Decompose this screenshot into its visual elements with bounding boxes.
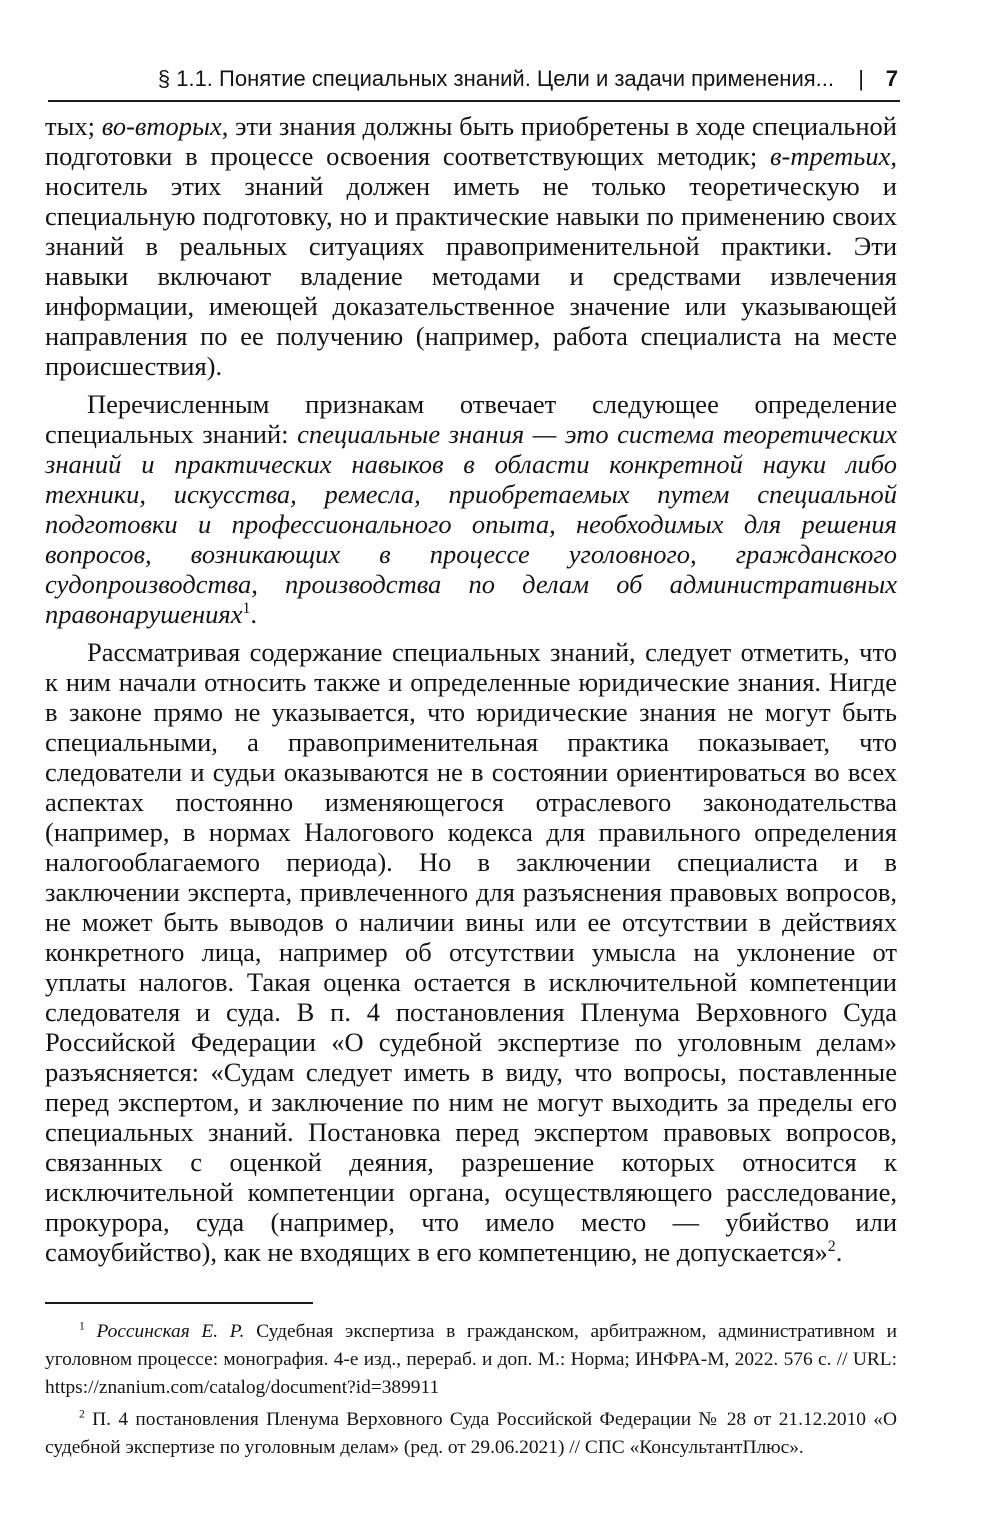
paragraph-1-emphasis-b: в-третьих [770, 141, 891, 171]
main-text [45, 111, 897, 1267]
paragraph-1-text-b: , эти знания должны быть приобретены в ходе специальной подготовки в процессе освоения соответствующих методик; [45, 111, 897, 171]
footnote-ref-1[interactable]: 1 [242, 600, 251, 618]
paragraph-2-text-b: . [250, 599, 258, 629]
footnote-1-text: Судебная экспертиза в гражданском, арбитражном, административном и уголовном процессе: монография. 4-е изд., перераб. и доп. М.: Норма; ИНФРА-М, 2022. 576 с. // URL: https://znanium.com/catalog/document?id=389911 [45, 1321, 897, 1398]
paragraph-3 [45, 637, 897, 1267]
paragraph-3-text-b: . [835, 1237, 843, 1267]
paragraph-1-text-c: , носитель этих знаний должен иметь не только теоретическую и специальную подготовку, но и практические навыки по применению своих знаний в реальных ситуациях правоприменительной практики. Эти навыки включают владение методами и средствами извлечения информации, имеющей доказательственное значение или указывающей направления по ее получению (например, работа специалиста на месте происшествия). [45, 141, 897, 381]
section-title: § 1.1. Понятие специальных знаний. Цели и задачи применения... [157, 66, 834, 91]
paragraph-1-text-a: тых; [45, 111, 102, 141]
paragraph-2-text-a: Перечисленным признакам отвечает следующее определение специальных знаний: [45, 389, 897, 449]
paragraph-3-text-a: Рассматривая содержание специальных знаний, следует отметить, что к ним начали относить также и определенные юридические знания. Нигде в законе прямо не указывается, что юридические знания не могут быть специальными, а правоприменительная практика показывает, что следователи и судьи оказываются не в состоянии ориентироваться во всех аспектах постоянно изменяющегося отраслевого законодательства (например, в нормах Налогового кодекса для правильного определения налогооблагаемого периода). Но в заключении специалиста и в заключении эксперта, привлеченного для разъяснения правовых вопросов, не может быть выводов о наличии вины или ее отсутствии в действиях конкретного лица, например об отсутствии умысла на уклонение от уплаты налогов. Такая оценка остается в исключительной компетенции следователя и суда. В п. 4 постановления Пленума Верховного Суда Российской Федерации «О судебной экспертизе по уголовным делам» разъясняется: «Судам следует иметь в виду, что вопросы, поставленные перед экспертом, и заключение по ним не могут выходить за пределы его специальных знаний. Постановка перед экспертом правовых вопросов, связанных с оценкой деяния, разрешение которых относится к исключительной компетенции органа, осуществляющего расследование, прокурора, суда (например, что имело место — убийство или самоубийство), как не входящих в его компетенцию, не допускается» [45, 637, 897, 1267]
footnote-2-marker: 2 [79, 1407, 85, 1421]
page-number: 7 [885, 66, 898, 91]
footnote-1-marker: 1 [79, 1319, 85, 1333]
running-header [48, 60, 900, 102]
footnotes [45, 1318, 897, 1462]
header-separator: | [858, 66, 864, 91]
footnote-divider [45, 1302, 313, 1304]
footnote-2 [45, 1406, 897, 1462]
definition-emphasis: специальные знания — это система теоретических знаний и практических навыков в области конкретной науки либо техники, искусства, ремесла, приобретаемых путем специальной подготовки и профессионального опыта, необходимых для решения вопросов, возникающих в процессе уголовного, гражданского судопроизводства, производства по делам об административных правонарушениях [45, 419, 898, 629]
paragraph-1-emphasis-a: во-вторых [101, 111, 222, 141]
paragraph-1 [45, 111, 897, 381]
footnote-1-author: Россинская Е. Р. [96, 1321, 245, 1342]
footnote-2-text: П. 4 постановления Пленума Верховного Суда Российской Федерации № 28 от 21.12.2010 «О судебной экспертизе по уголовным делам» (ред. от 29.06.2021) // СПС «КонсультантПлюс». [45, 1409, 897, 1458]
footnote-ref-2[interactable]: 2 [827, 1238, 836, 1256]
paragraph-2 [45, 389, 897, 629]
footnote-1 [45, 1318, 897, 1402]
